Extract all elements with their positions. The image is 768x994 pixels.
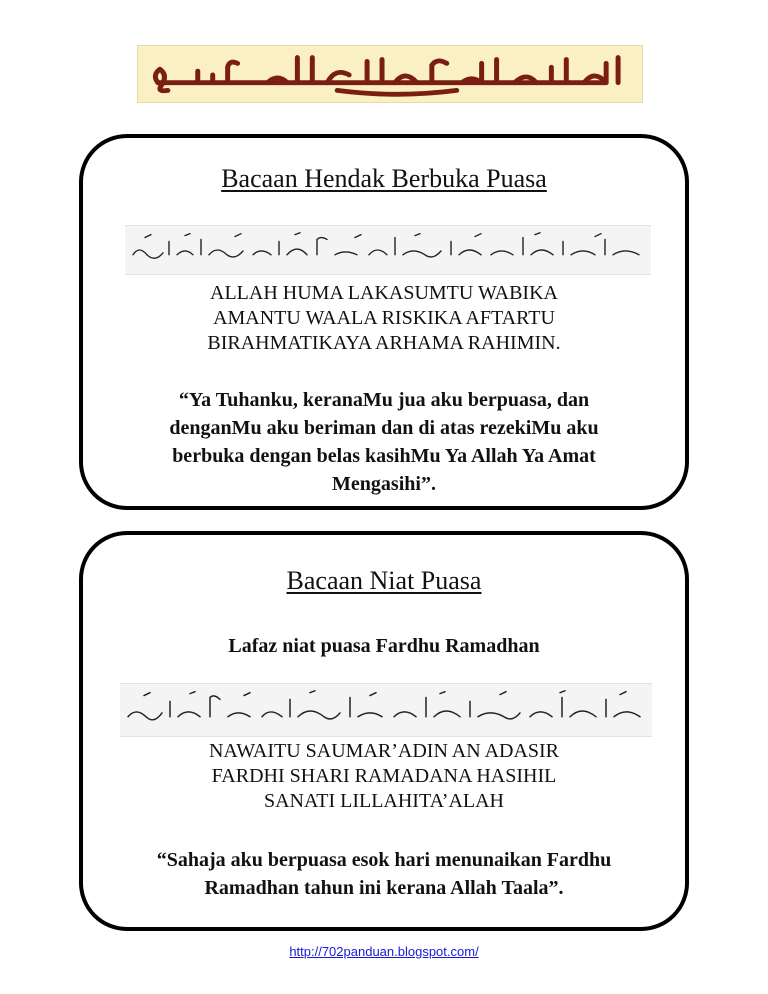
arabic-iftar-text-image [125, 225, 651, 275]
card-iftar-title: Bacaan Hendak Berbuka Puasa [221, 164, 547, 193]
arabic-intention-text-image [120, 683, 652, 737]
bismillah-calligraphy-banner [137, 45, 643, 103]
iftar-translation: “Ya Tuhanku, keranaMu jua aku berpuasa, dan denganMu aku beriman dan di atas rezekiMu aku berbuka dengan belas kasihMu Ya Allah Ya Amat Mengasihi”. [169, 389, 599, 495]
iftar-transliteration: ALLAH HUMA LAKASUMTU WABIKA AMANTU WAALA RISKIKA AFTARTU BIRAHMATIKAYA ARHAMA RAHIMIN. [207, 282, 561, 354]
arabic-script-icon [120, 684, 652, 736]
card-iftar-prayer [79, 134, 689, 510]
arabic-script-icon [125, 226, 651, 274]
bismillah-calligraphy-icon [138, 46, 642, 102]
card-fasting-intention [79, 531, 689, 931]
intention-subtitle: Lafaz niat puasa Fardhu Ramadhan [228, 635, 540, 657]
intention-transliteration: NAWAITU SAUMAR’ADIN AN ADASIR FARDHI SHARI RAMADANA HASIHIL SANATI LILLAHITA’ALAH [208, 740, 560, 812]
intention-translation: “Sahaja aku berpuasa esok hari menunaikan Fardhu Ramadhan tahun ini kerana Allah Taala”. [156, 849, 612, 899]
card-intention-title: Bacaan Niat Puasa [286, 566, 482, 595]
blog-link[interactable]: http://702panduan.blogspot.com/ [289, 944, 479, 959]
